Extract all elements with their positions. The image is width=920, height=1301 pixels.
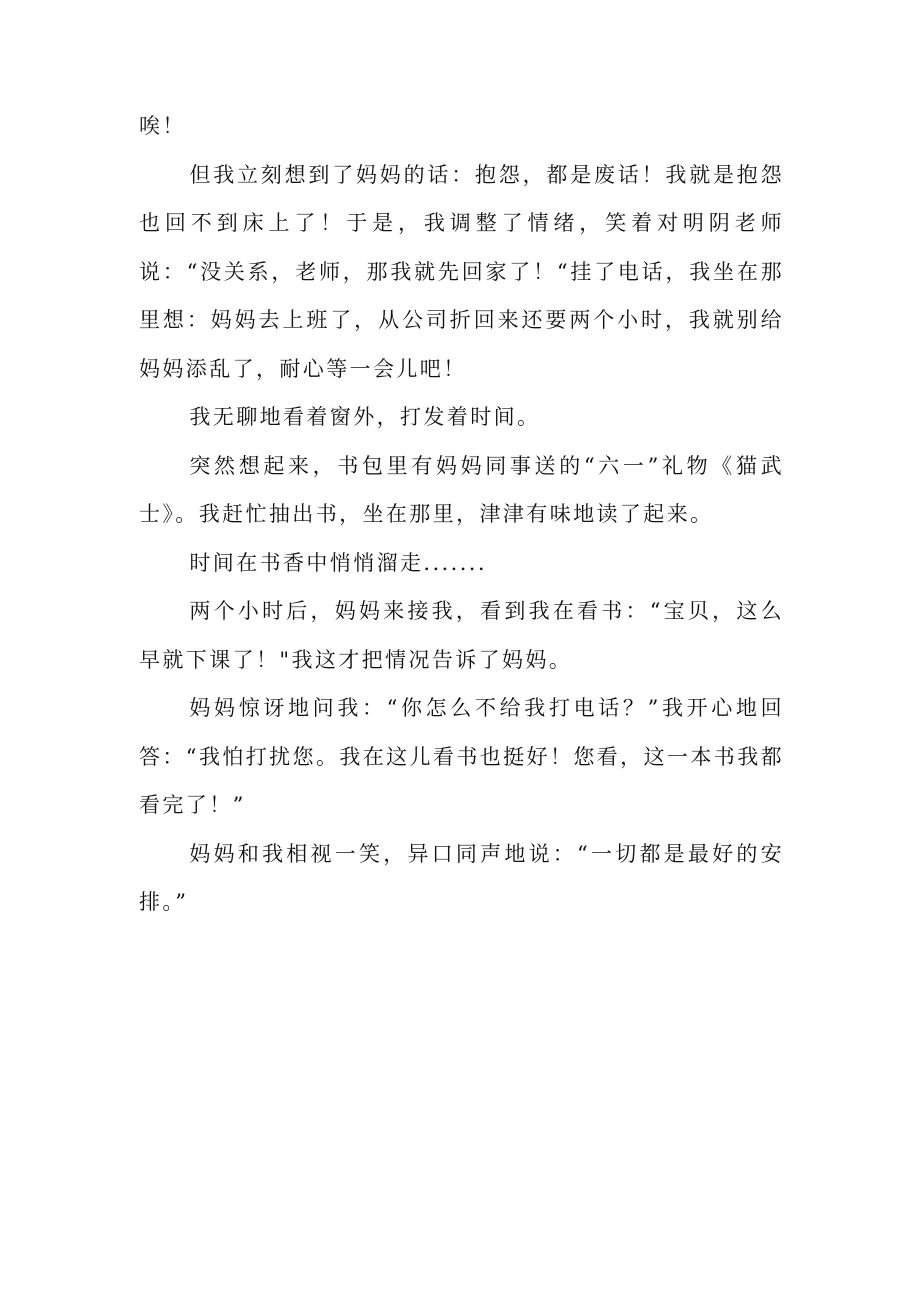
paragraph-4: 突然想起来，书包里有妈妈同事送的“六一”礼物《猫武士》。我赶忙抽出书，坐在那里，津津有味地读了起来。	[139, 453, 784, 526]
paragraph-2: 但我立刻想到了妈妈的话：抱怨，都是废话！我就是抱怨也回不到床上了！于是，我调整了情绪，笑着对明阴老师说：“没关系，老师，那我就先回家了！“挂了电话，我坐在那里想：妈妈去上班了，从公司折回来还要两个小时，我就别给妈妈添乱了，耐心等一会儿吧！	[139, 162, 784, 381]
paragraph-1: 唉！	[139, 114, 186, 138]
paragraph-5: 时间在书香中悄悄溜走.......	[189, 550, 487, 575]
paragraph-3: 我无聊地看着窗外，打发着时间。	[189, 405, 541, 429]
paragraph-6: 两个小时后，妈妈来接我，看到我在看书：“宝贝，这么早就下课了！"我这才把情况告诉了妈妈。	[139, 599, 784, 672]
body-text	[139, 102, 784, 927]
paragraph-8: 妈妈和我相视一笑，异口同声地说：“一切都是最好的安排。”	[139, 841, 784, 914]
paragraph-7: 妈妈惊讶地问我：“你怎么不给我打电话？”我开心地回答：“我怕打扰您。我在这儿看书也挺好！您看，这一本书我都看完了！”	[139, 696, 784, 817]
